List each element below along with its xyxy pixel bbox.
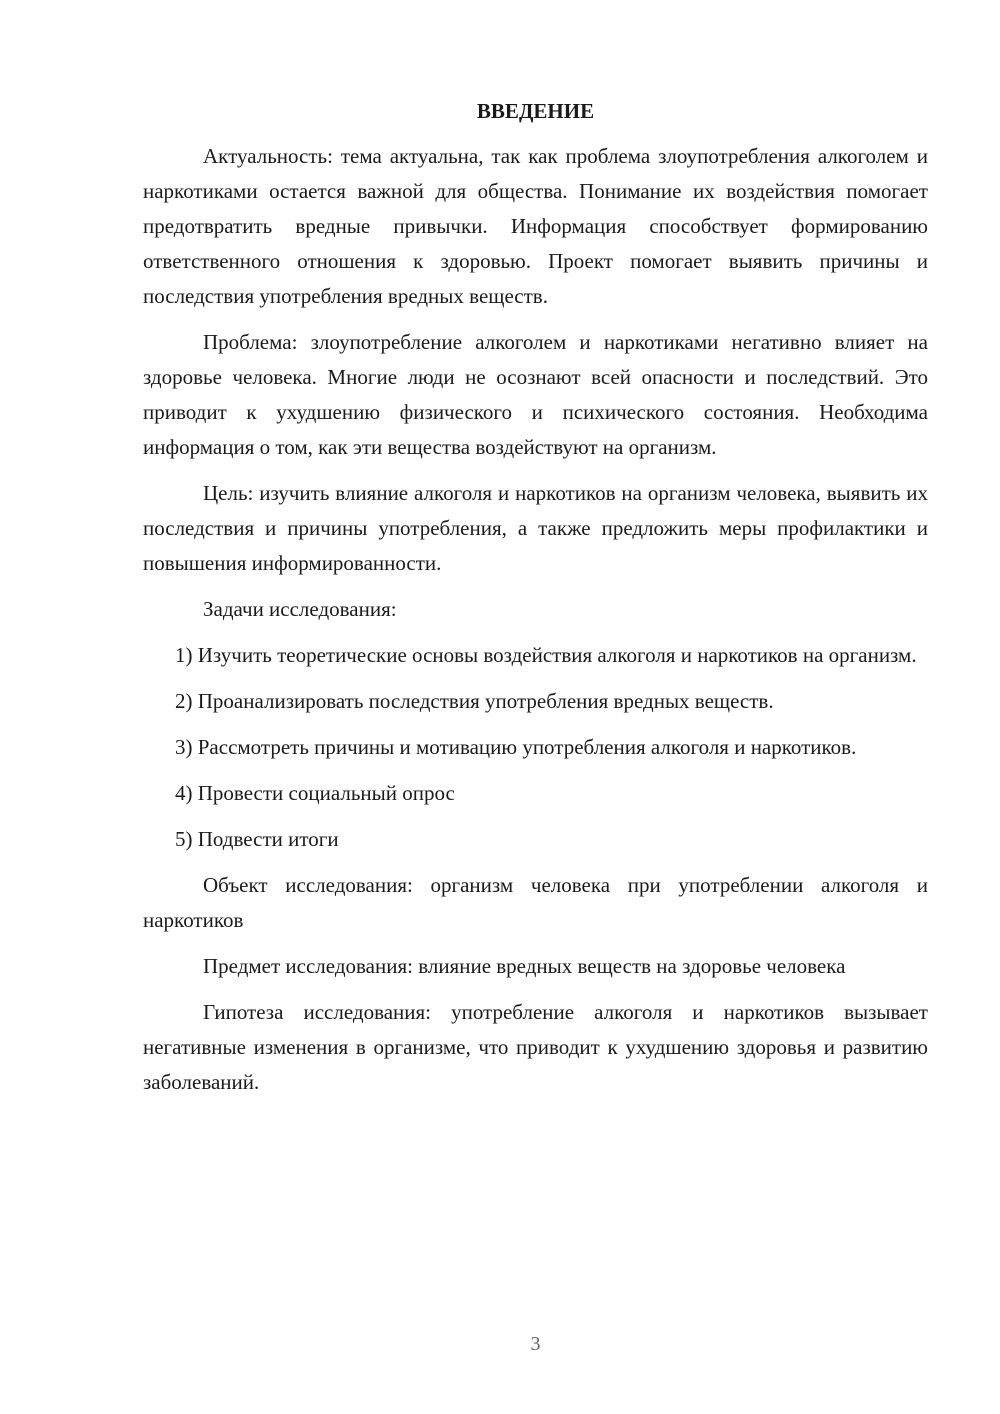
paragraph-object: Объект исследования: организм человека при употреблении алкоголя и наркотиков — [143, 873, 928, 932]
section-title: ВВЕДЕНИЕ — [476, 99, 595, 123]
paragraph-tasks-heading: Задачи исследования: — [203, 597, 397, 621]
task-item-3: 3) Рассмотреть причины и мотивацию употребления алкоголя и наркотиков. — [175, 735, 857, 759]
paragraph-goal: Цель: изучить влияние алкоголя и наркотиков на организм человека, выявить их последствия и причины употребления, а также предложить меры профилактики и повышения информированности. — [143, 481, 928, 575]
paragraph-hypothesis: Гипотеза исследования: употребление алкоголя и наркотиков вызывает негативные изменения в организме, что приводит к ухудшению здоровья и развитию заболеваний. — [143, 1000, 928, 1094]
task-item-1: 1) Изучить теоретические основы воздействия алкоголя и наркотиков на организм. — [175, 643, 917, 667]
paragraph-problem: Проблема: злоупотребление алкоголем и наркотиками негативно влияет на здоровье человека. Многие люди не осознают всей опасности и последствий. Это приводит к ухудшению физического и психического состояния. Необходима информация о том, как эти вещества воздействуют на организм. — [143, 330, 928, 459]
document-page — [143, 94, 928, 1111]
paragraph-subject: Предмет исследования: влияние вредных веществ на здоровье человека — [203, 954, 846, 978]
page-number: 3 — [530, 1333, 541, 1355]
task-item-2: 2) Проанализировать последствия употребления вредных веществ. — [175, 689, 774, 713]
paragraph-relevance: Актуальность: тема актуальна, так как проблема злоупотребления алкоголем и наркотиками остается важной для общества. Понимание их воздействия помогает предотвратить вредные привычки. Информация способствует формированию ответственного отношения к здоровью. Проект помогает выявить причины и последствия употребления вредных веществ. — [143, 144, 928, 308]
task-item-5: 5) Подвести итоги — [175, 827, 339, 851]
task-item-4: 4) Провести социальный опрос — [175, 781, 455, 805]
